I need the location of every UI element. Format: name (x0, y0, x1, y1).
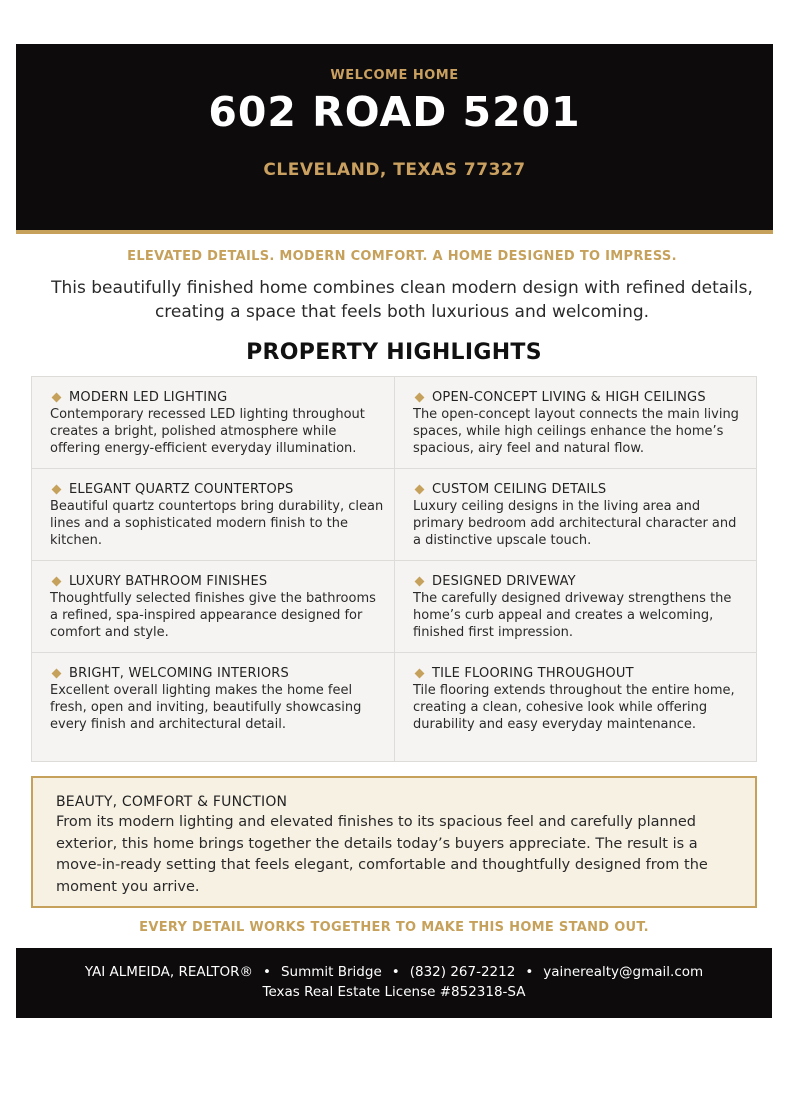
tagline: ELEVATED DETAILS. MODERN COMFORT. A HOME DESIGNED TO IMPRESS. (127, 249, 677, 264)
bullet-separator: • (263, 964, 271, 980)
contact-line (16, 964, 772, 980)
property-city: CLEVELAND, TEXAS 77327 (263, 160, 526, 180)
intro-paragraph: This beautifully finished home combines clean modern design with refined details, creating a space that feels both luxurious and welcoming. (51, 278, 753, 322)
agent-email[interactable]: yainerealty@gmail.com (543, 964, 704, 980)
contact-footer (16, 948, 772, 1018)
diamond-bullet-icon (415, 392, 425, 402)
highlight-body: Tile flooring extends throughout the entire home, creating a clean, cohesive look while offering durability and easy everyday maintenance. (413, 683, 735, 732)
header-banner (16, 44, 773, 230)
highlight-quartz-countertops (32, 469, 394, 561)
diamond-bullet-icon (415, 668, 425, 678)
diamond-bullet-icon (415, 484, 425, 494)
feature-title: BEAUTY, COMFORT & FUNCTION (56, 794, 288, 810)
highlight-body: Contemporary recessed LED lighting throughout creates a bright, polished atmosphere while offering energy-efficient everyday illumination. (50, 407, 365, 456)
highlight-title: ELEGANT QUARTZ COUNTERTOPS (69, 482, 294, 497)
feature-callout-box (31, 776, 757, 908)
highlight-title: TILE FLOORING THROUGHOUT (432, 666, 634, 681)
highlight-title: LUXURY BATHROOM FINISHES (69, 574, 268, 589)
highlight-body: Luxury ceiling designs in the living area and primary bedroom add architectural character and a distinctive upscale touch. (413, 499, 737, 548)
highlight-title: CUSTOM CEILING DETAILS (432, 482, 607, 497)
diamond-bullet-icon (52, 392, 62, 402)
highlight-body: Beautiful quartz countertops bring durability, clean lines and a sophisticated modern finish to the kitchen. (50, 499, 384, 548)
highlight-body: The carefully designed driveway strengthens the home’s curb appeal and creates a welcoming, finished first impression. (413, 591, 732, 640)
header-gold-rule (16, 230, 773, 234)
diamond-bullet-icon (52, 484, 62, 494)
highlight-ceiling-details (394, 469, 756, 561)
highlights-heading: PROPERTY HIGHLIGHTS (246, 340, 542, 365)
highlight-tile-flooring (394, 653, 756, 761)
agent-phone[interactable]: (832) 267-2212 (409, 964, 516, 980)
highlight-open-concept (394, 377, 756, 469)
highlight-title: OPEN-CONCEPT LIVING & HIGH CEILINGS (432, 390, 706, 405)
closing-line: EVERY DETAIL WORKS TOGETHER TO MAKE THIS HOME STAND OUT. (139, 920, 649, 935)
highlight-title: BRIGHT, WELCOMING INTERIORS (69, 666, 289, 681)
diamond-bullet-icon (52, 668, 62, 678)
highlight-driveway (394, 561, 756, 653)
highlights-grid (31, 376, 757, 762)
diamond-bullet-icon (52, 576, 62, 586)
property-address: 602 ROAD 5201 (208, 88, 581, 136)
highlight-bathroom-finishes (32, 561, 394, 653)
diamond-bullet-icon (415, 576, 425, 586)
highlight-body: Thoughtfully selected finishes give the bathrooms a refined, spa-inspired appearance designed for comfort and style. (50, 591, 376, 640)
highlight-body: Excellent overall lighting makes the home feel fresh, open and inviting, beautifully showcasing every finish and architectural detail. (50, 683, 362, 732)
license-number: Texas Real Estate License #852318-SA (262, 984, 526, 1000)
highlight-title: DESIGNED DRIVEWAY (432, 574, 576, 589)
feature-body: From its modern lighting and elevated finishes to its spacious feel and carefully planned exterior, this home brings together the details today’s buyers appreciate. The result is a move-in-ready setting that feels elegant, comfortable and thoughtfully designed from the moment you arrive. (56, 814, 708, 895)
highlight-led-lighting (32, 377, 394, 469)
brokerage-name: Summit Bridge (280, 964, 382, 980)
agent-name: YAI ALMEIDA, REALTOR® (84, 964, 254, 980)
highlight-bright-interiors (32, 653, 394, 761)
welcome-kicker: WELCOME HOME (330, 68, 459, 83)
highlight-title: MODERN LED LIGHTING (69, 390, 228, 405)
bullet-separator: • (525, 964, 534, 980)
bullet-separator: • (391, 964, 400, 980)
highlight-body: The open-concept layout connects the main living spaces, while high ceilings enhance the home’s spacious, airy feel and natural flow. (413, 407, 739, 456)
